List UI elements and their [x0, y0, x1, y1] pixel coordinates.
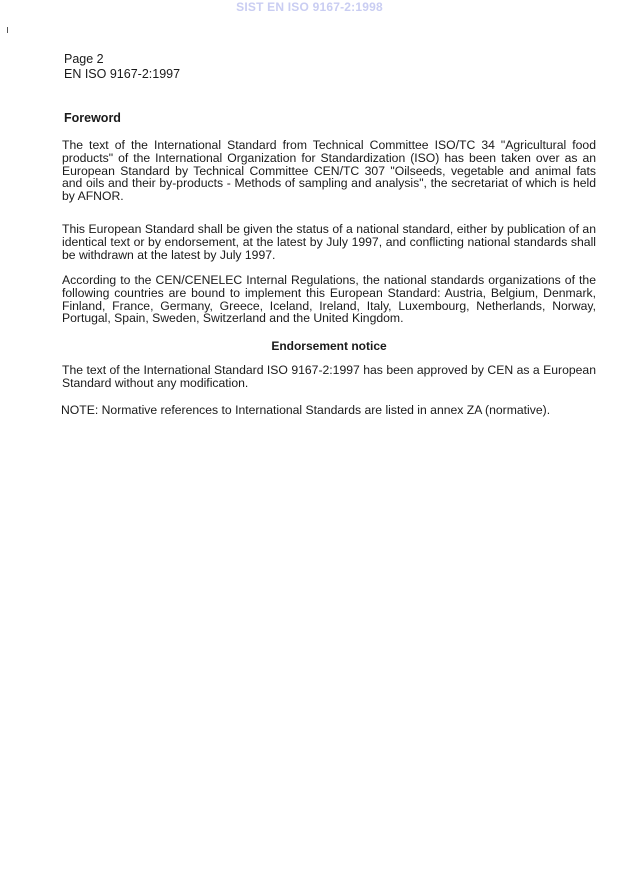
- foreword-paragraph-3: According to the CEN/CENELEC Internal Regulations, the national standards organizations of the following countries are bound to implement this European Standard: Austria, Belgium, Denmark, Finland, France, Germany, Greece, Iceland, Ireland, Italy, Luxembourg, Netherlands, Norway, Portugal, Spain, Sweden, Switzerland and the United Kingdom.: [62, 273, 596, 326]
- standard-reference: EN ISO 9167-2:1997: [64, 67, 181, 81]
- endorsement-text: The text of the International Standard ISO 9167-2:1997 has been approved by CEN as a European Standard without any modification.: [62, 363, 596, 390]
- endorsement-heading: Endorsement notice: [271, 339, 387, 353]
- page-number: Page 2: [64, 52, 104, 66]
- foreword-paragraph-2: This European Standard shall be given the status of a national standard, either by publication of an identical text or by endorsement, at the latest by July 1997, and conflicting national standards shall be withdrawn at the latest by July 1997.: [62, 222, 596, 262]
- watermark: SIST EN ISO 9167-2:1998: [236, 0, 383, 14]
- page-header: [64, 52, 180, 82]
- scan-mark: [7, 27, 8, 33]
- foreword-heading: Foreword: [64, 111, 121, 125]
- normative-note: NOTE: Normative references to International Standards are listed in annex ZA (normative).: [61, 403, 551, 417]
- foreword-paragraph-1: The text of the International Standard from Technical Committee ISO/TC 34 "Agricultural food products" of the International Organization for Standardization (ISO) has been taken over as an European Standard by Technical Committee CEN/TC 307 "Oilseeds, vegetable and animal fats and oils and their by-products - Methods of sampling and analysis", the secretariat of which is held by AFNOR.: [62, 138, 596, 204]
